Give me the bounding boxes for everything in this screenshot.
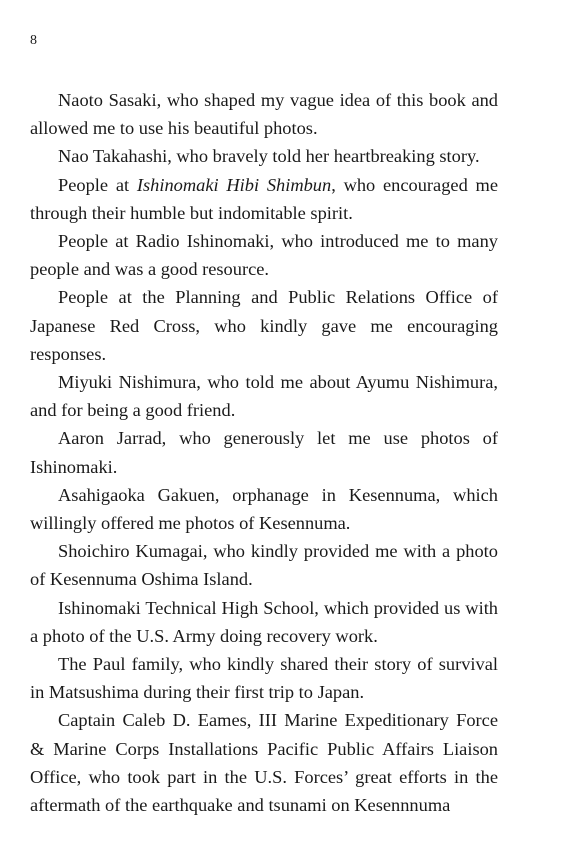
paragraph: Captain Caleb D. Eames, III Marine Expeditionary Force & Marine Corps Installations Pacific Public Affairs Liaison Office, who took part in the U.S. Forces’ great efforts in the aftermath of the earthquake and tsunami on Kesennnuma — [30, 710, 498, 816]
paragraph-text: People at — [58, 174, 137, 195]
paragraph: Ishinomaki Technical High School, which provided us with a photo of the U.S. Army doing recovery work. — [30, 597, 498, 646]
paragraph: The Paul family, who kindly shared their story of survival in Matsushima during their first trip to Japan. — [30, 654, 498, 703]
newspaper-name: Ishinomaki Hibi Shimbun — [136, 174, 332, 195]
paragraph: Asahigaoka Gakuen, orphanage in Kesennuma, which willingly offered me photos of Kesennuma. — [30, 484, 498, 534]
paragraph — [30, 171, 498, 227]
paragraph: Nao Takahashi, who bravely told her heartbreaking story. — [58, 146, 480, 167]
paragraph: Miyuki Nishimura, who told me about Ayumu Nishimura, and for being a good friend. — [30, 372, 498, 421]
paragraph: Shoichiro Kumagai, who kindly provided me with a photo of Kesennuma Oshima Island. — [30, 541, 498, 590]
paragraph: Aaron Jarrad, who generously let me use photos of Ishinomaki. — [30, 428, 498, 477]
paragraph: People at Radio Ishinomaki, who introduced me to many people and was a good resource. — [30, 231, 498, 280]
acknowledgements-text — [30, 86, 498, 819]
paragraph: People at the Planning and Public Relations Office of Japanese Red Cross, who kindly gave me encouraging responses. — [30, 287, 498, 364]
paragraph: Naoto Sasaki, who shaped my vague idea of this book and allowed me to use his beautiful photos. — [30, 90, 498, 139]
paragraph-text: , who encouraged me through their humble but indomitable spirit. — [30, 174, 498, 223]
page-number: 8 — [30, 33, 37, 48]
